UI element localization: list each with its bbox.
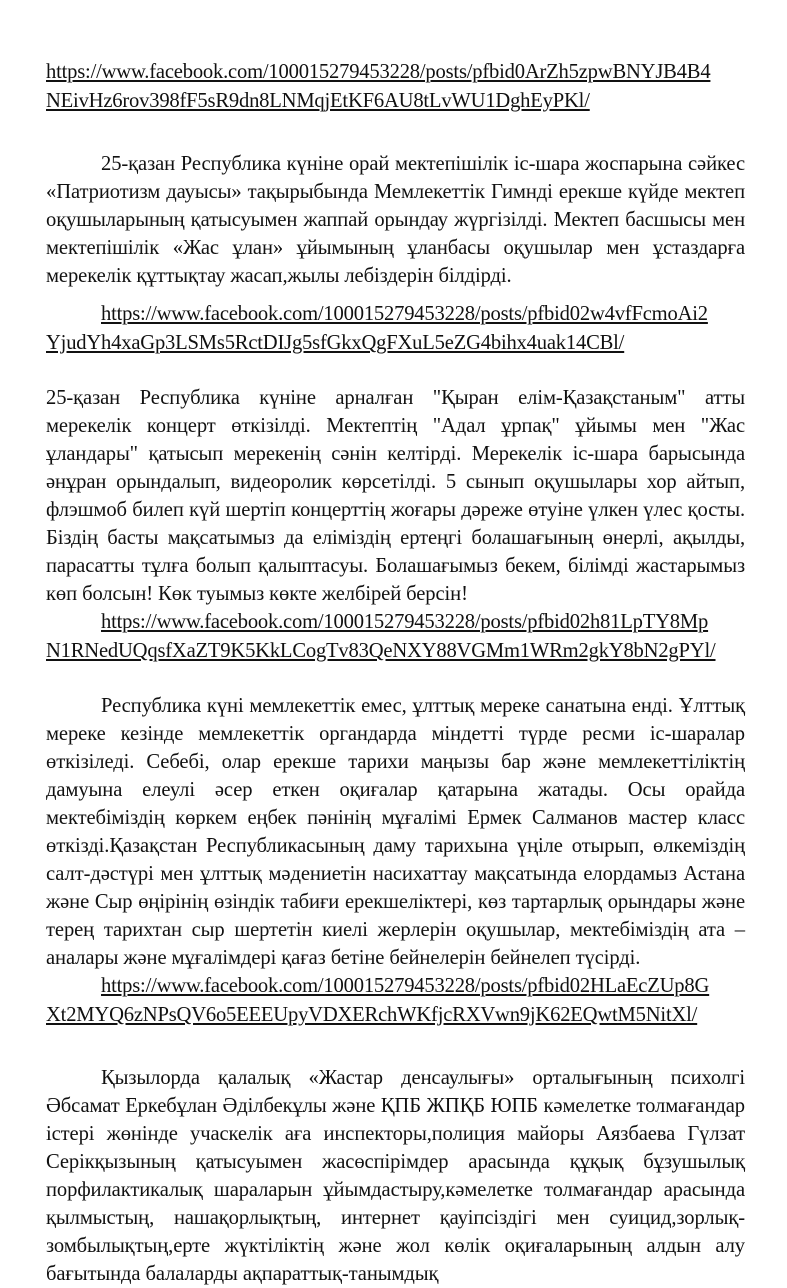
- paragraph-prevention: Қызылорда қалалық «Жастар денсаулығы» орталығының психолгі Әбсамат Еркебұлан Әділбекұлы және ҚПБ ЖПҚБ ЮПБ кәмелетке толмағандар істері жөнінде учаскелік аға инспекторы,полиция майоры Аязбаева Гүлзат Серікқызының қатысуымен жасөспірімдер арасында құқық бұзушылық порфилактикалық шараларын ұйымдастыру,кәмелетке толмағандар арасында қылмыстың, нашақорлықтың, интернет қауіпсіздігі мен суицид,зорлық-зомбылықтың,ерте жүктіліктің және жол көлік оқиғаларының алдын алу бағытында балаларды ақпараттық-танымдық: [46, 1067, 745, 1285]
- facebook-post-link-continued[interactable]: NEivHz6rov398fF5sR9dn8LNMqjEtKF6AU8tLvWU1DghEyPKl/: [46, 90, 590, 112]
- facebook-post-link[interactable]: https://www.facebook.com/100015279453228/posts/pfbid02w4vfFcmoAi2: [101, 303, 708, 325]
- facebook-post-link-continued[interactable]: Xt2MYQ6zNPsQV6o5EEEUpyVDXERchWKfjcRXVwn9jK62EQwtM5NitXl/: [46, 1004, 698, 1026]
- facebook-post-link[interactable]: https://www.facebook.com/100015279453228/posts/pfbid0ArZh5zpwBNYJB4B4: [46, 61, 711, 83]
- facebook-post-link-continued[interactable]: YjudYh4xaGp3LSMs5RctDIJg5sfGkxQgFXuL5eZG4bihx4uak14CBl/: [46, 332, 625, 354]
- facebook-post-link[interactable]: https://www.facebook.com/100015279453228/posts/pfbid02h81LpTY8Mp: [101, 611, 709, 633]
- facebook-post-link-continued[interactable]: N1RNedUQqsfXaZT9K5KkLCogTv83QeNXY88VGMm1WRm2gkY8bN2gPYl/: [46, 640, 716, 662]
- paragraph-master-class: Республика күні мемлекеттік емес, ұлттық мереке санатына енді. Ұлттық мереке кезінде мемлекеттік органдарда міндетті түрде ресми іс-шаралар өткізіледі. Себебі, олар ерекше тарихи маңызы бар және мемлекеттіліктің дамуына елеулі әсер еткен оқиғалар қатарына жатады. Осы орайда мектебіміздің көркем еңбек пәнінің мұғалімі Ермек Салманов мастер класс өткізді.Қазақстан Республикасының даму тарихына үңіле отырып, өлкеміздің салт-дәстүрі мен ұлттық мәдениетін насихаттау мақсатында елордамыз Астана және Сыр өңірінің өзіндік табиғи ерекшеліктері, көз тартарлық орындары және терең тарихтан сыр шертетін киелі жерлерін оқушылар, мектебіміздің ата – аналары және мұғалімдері қағаз бетіне бейнелерін бейнелеп түсірді.: [46, 695, 745, 969]
- paragraph-anthem: 25-қазан Республика күніне орай мектепішілік іс-шара жоспарына сәйкес «Патриотизм дауысы» тақырыбында Мемлекеттік Гимнді ерекше күйде мектеп оқушыларының қатысуымен жаппай орындау жүргізілді. Мектеп басшысы мен мектепішілік «Жас ұлан» ұйымының ұланбасы оқушылар мен ұстаздарға мерекелік құттықтау жасап,жылы лебіздерін білдірді.: [46, 153, 745, 287]
- paragraph-concert: 25-қазан Республика күніне арналған "Қыран елім-Қазақстаным" атты мерекелік концерт өткізілді. Мектептің "Адал ұрпақ" ұйымы мен "Жас ұландары" қатысып мерекенің сәнін келтірді. Мерекелік іс-шара барысында әнұран орындалып, видеоролик көрсетілді. 5 сынып оқушылары хор айтып, флэшмоб билеп күй шертіп концерттің жоғары дәреже өтуіне үлкен үлес қосты. Біздің басты мақсатымыз да еліміздің ертеңгі болашағының өнерлі, ақылды, парасатты тұлға болып қалыптасуы. Болашағымыз бекем, білімді жастарымыз көп болсын! Көк туымыз көкте желбірей берсін!: [46, 387, 745, 605]
- facebook-post-link[interactable]: https://www.facebook.com/100015279453228/posts/pfbid02HLaEcZUp8G: [101, 975, 710, 997]
